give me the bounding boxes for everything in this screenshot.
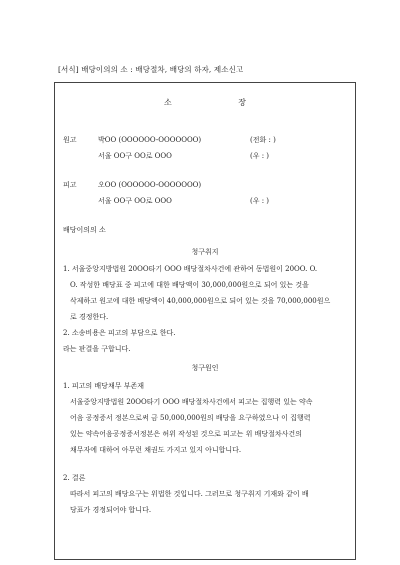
claim-closing: 라는 판결을 구합니다. [63,345,131,353]
plaintiff-zip: (우 : ) [250,152,270,160]
defendant-zip: (우 : ) [250,197,270,205]
claim-item1-line: 1. 서울중앙지방법원 20OO타기 OOO 배당절차사건에 관하여 동법원이 20OO. O. [63,265,318,273]
cause-heading: 청구원인 [191,364,219,372]
claim-item1-line: O. 작성한 배당표 중 피고에 대한 배당액이 30,000,000원으로 되어 있는 것을 [70,281,309,289]
plaintiff-label: 원고 [63,136,77,144]
cause-sub2-line: 당표가 경정되어야 합니다. [70,506,152,514]
defendant-label: 피고 [63,181,77,189]
cause-sub1-line: 채무자에 대하여 아무런 채권도 가지고 있지 아니합니다. [70,446,242,454]
cause-sub1-line: 있는 약속어음공정증서정본은 허위 작성된 것으로 피고는 위 배당절차사건의 [70,430,302,438]
claim-item1-line: 로 경정한다. [70,313,109,321]
plaintiff-address: 서울 OO구 OO로 OOO [98,152,172,160]
claim-heading: 청구취지 [191,248,219,256]
plaintiff-phone: (전화 : ) [250,136,276,144]
claim-item2: 2. 소송비용은 피고의 부담으로 한다. [63,329,176,337]
cause-sub1-title: 1. 피고의 배당채무 부존재 [63,382,144,390]
document-title: 소 장 [164,98,278,107]
form-header: [서식] 배당이의의 소 : 배당절차, 배당의 하자, 제소신고 [58,65,244,74]
case-name: 배당이의의 소 [63,226,106,234]
defendant-address: 서울 OO구 OO로 OOO [98,197,172,205]
claim-item1-line: 삭제하고 원고에 대한 배당액이 40,000,000원으로 되어 있는 것을 70,000,000원으 [70,297,331,305]
plaintiff-name-id: 박OO (OOOOOO-OOOOOOO) [98,136,202,144]
cause-sub2-title: 2. 결론 [63,474,86,482]
cause-sub2-line: 따라서 피고의 배당요구는 위법한 것입니다. 그러므로 청구취지 기재와 같이 배 [70,490,309,498]
defendant-name-id: 오OO (OOOOOO-OOOOOOO) [98,181,202,189]
cause-sub1-line: 서울중앙지방법원 20OO타기 OOO 배당절차사건에서 피고는 집행력 있는 약속 [70,398,313,406]
cause-sub1-line: 어음 공정증서 정본으로써 금 50,000,000원의 배당을 요구하였으나 이 집행력 [70,414,311,422]
